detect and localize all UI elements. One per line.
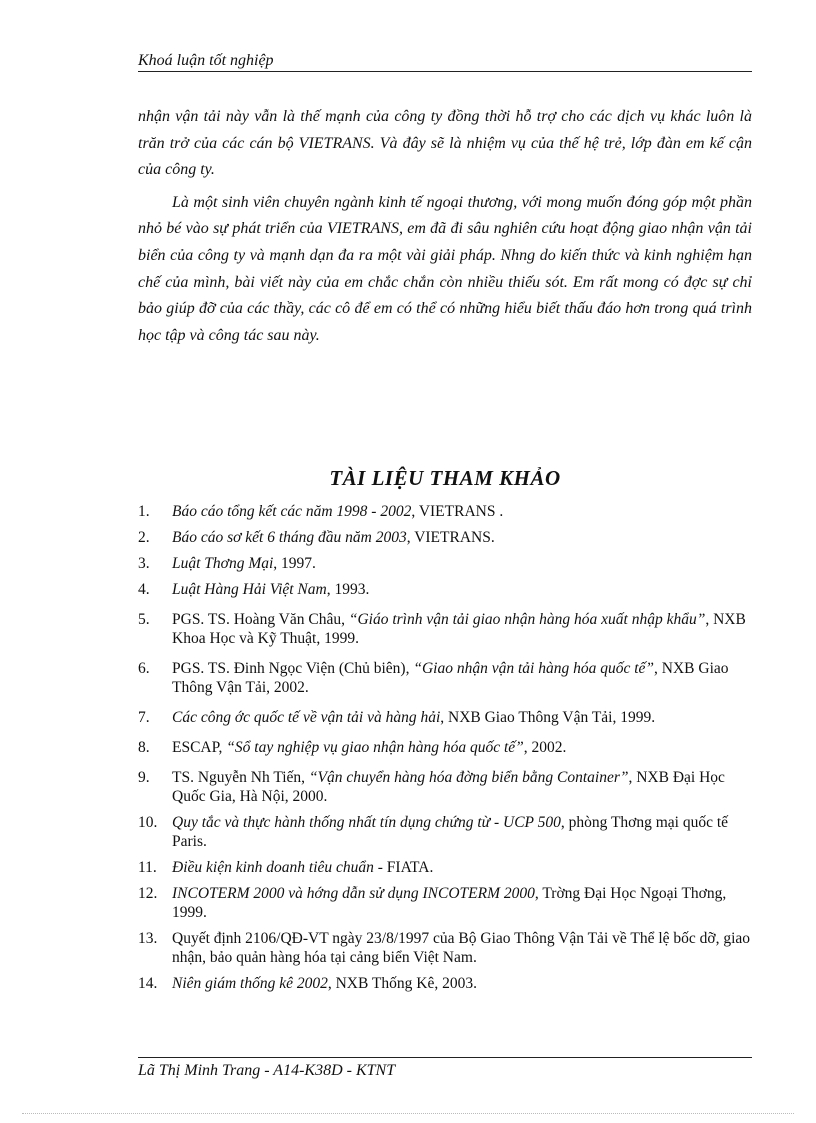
reference-item: 13. Quyết định 2106/QĐ-VT ngày 23/8/1997 của Bộ Giao Thông Vận Tải về Thể lệ bốc dỡ, giao nhận, bảo quản hàng hóa tại cảng biển Việt Nam. — [138, 930, 751, 966]
page-edge-divider — [22, 1113, 794, 1114]
reference-item: 9. TS. Nguyễn Nh Tiến, “Vận chuyển hàng hóa đờng biển bằng Container”, NXB Đại Học Quốc Gia, Hà Nội, 2000. — [138, 769, 725, 805]
references-title: TÀI LIỆU THAM KHẢO — [329, 466, 561, 490]
reference-item: 5. PGS. TS. Hoàng Văn Châu, “Giáo trình vận tải giao nhận hàng hóa xuất nhập khẩu”, NXB Khoa Học và Kỹ Thuật, 1999. — [138, 611, 746, 647]
body-text — [138, 104, 752, 355]
reference-item: 14. Niên giám thống kê 2002, NXB Thống Kê, 2003. — [138, 975, 477, 992]
reference-item: 3. Luật Thơng Mại, 1997. — [138, 555, 316, 572]
reference-item: 4. Luật Hàng Hải Việt Nam, 1993. — [138, 581, 370, 598]
page-footer: Lã Thị Minh Trang - A14-K38D - KTNT — [138, 1062, 396, 1079]
reference-item: 10. Quy tắc và thực hành thống nhất tín dụng chứng từ - UCP 500, phòng Thơng mại quốc tế Paris. — [138, 814, 729, 850]
reference-item: 2. Báo cáo sơ kết 6 tháng đầu năm 2003, VIETRANS. — [138, 529, 495, 546]
header-rule — [138, 71, 752, 72]
references-list — [138, 502, 752, 1000]
reference-item: 1. Báo cáo tổng kết các năm 1998 - 2002, VIETRANS . — [138, 503, 504, 520]
footer-rule — [138, 1057, 752, 1058]
page-header: Khoá luận tốt nghiệp — [138, 52, 274, 69]
reference-item: 11. Điều kiện kinh doanh tiêu chuẩn - FIATA. — [138, 859, 434, 876]
reference-item: 8. ESCAP, “Sổ tay nghiệp vụ giao nhận hàng hóa quốc tế”, 2002. — [138, 739, 567, 756]
paragraph-2: Là một sinh viên chuyên ngành kinh tế ngoại thương, với mong muốn đóng góp một phần nhỏ bé vào sự phát triển của VIETRANS, em đã đi sâu nghiên cứu hoạt động giao nhận vận tải biển của công ty và mạnh dạn đa ra một vài giải pháp. Nhng do kiến thức và kinh nghiệm hạn chế của mình, bài viết này của em chắc chắn còn nhiều thiếu sót. Em rất mong có đợc sự chỉ bảo giúp đỡ của các thầy, các cô để em có thể có những hiểu biết thấu đáo hơn trong quá trình học tập và công tác sau này. — [138, 193, 752, 344]
reference-item: 7. Các công ớc quốc tế về vận tải và hàng hải, NXB Giao Thông Vận Tải, 1999. — [138, 709, 656, 726]
reference-item: 6. PGS. TS. Đinh Ngọc Viện (Chủ biên), “Giao nhận vận tải hàng hóa quốc tế”, NXB Giao Thông Vận Tải, 2002. — [138, 660, 729, 696]
paragraph-1: nhận vận tải này vẫn là thế mạnh của công ty đồng thời hỗ trợ cho các dịch vụ khác luôn là trăn trở của các cán bộ VIETRANS. Và đây sẽ là nhiệm vụ của thế hệ trẻ, lớp đàn em kế cận của công ty. — [138, 108, 752, 179]
reference-item: 12. INCOTERM 2000 và hớng dẫn sử dụng INCOTERM 2000, Trờng Đại Học Ngoại Thơng, 1999. — [138, 885, 727, 921]
